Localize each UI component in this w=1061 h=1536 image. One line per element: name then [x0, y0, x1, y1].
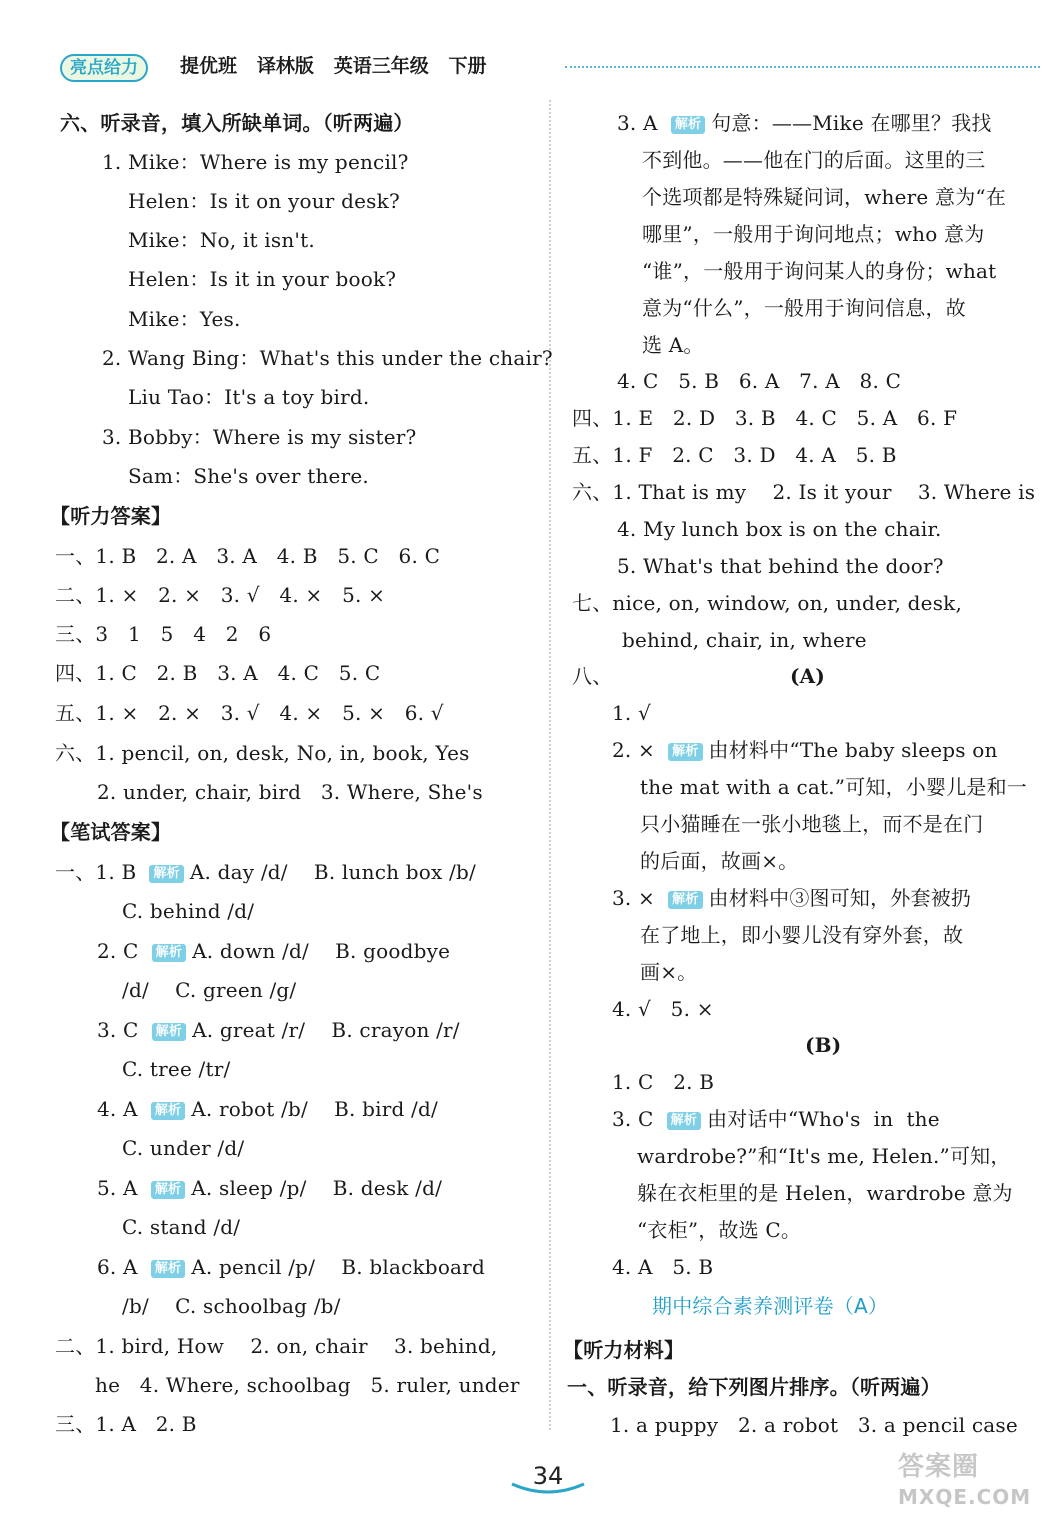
line-text: 五、1. × 2. × 3. √ 4. × 5. × 6. √ — [55, 701, 444, 725]
line-text: (B) — [805, 1033, 842, 1057]
right-line — [612, 700, 651, 726]
left-line — [97, 779, 483, 805]
line-text: 4. My lunch box is on the chair. — [617, 517, 942, 541]
analysis-tag: 解析 — [152, 1023, 186, 1041]
right-line — [642, 295, 966, 321]
left-line — [122, 977, 296, 1003]
right-line — [572, 479, 1035, 505]
left-line — [128, 306, 241, 332]
analysis-text: A. pencil /p/ B. blackboard — [191, 1255, 485, 1279]
left-line — [55, 543, 440, 569]
line-text: 期中综合素养测评卷（A） — [652, 1294, 889, 1318]
left-line — [97, 1017, 460, 1043]
right-line — [563, 1337, 684, 1363]
line-text: 选 A。 — [642, 333, 704, 357]
line-text: 2. Wang Bing：What's this under the chair? — [102, 346, 553, 370]
right-line — [612, 996, 714, 1022]
line-text: 4. A 5. B — [612, 1255, 714, 1279]
line-text: 4. A — [97, 1097, 138, 1121]
right-line — [637, 1143, 1011, 1169]
line-text: 5. What's that behind the door? — [617, 554, 944, 578]
right-line — [790, 663, 825, 689]
line-text: Helen：Is it in your book? — [128, 267, 397, 291]
right-line — [572, 405, 957, 431]
line-text: 哪里”，一般用于询问地点；who 意为 — [642, 222, 985, 246]
line-text: C. under /d/ — [122, 1136, 245, 1160]
right-line — [640, 959, 697, 985]
line-text: 二、1. bird, How 2. on, chair 3. behind, — [55, 1334, 498, 1358]
line-text: 【笔试答案】 — [50, 820, 172, 844]
line-text: 六、1. That is my 2. Is it your 3. Where is — [572, 480, 1036, 504]
analysis-tag: 解析 — [668, 891, 702, 909]
analysis-tag: 解析 — [671, 116, 705, 134]
analysis-tag: 解析 — [152, 944, 186, 962]
right-line — [642, 147, 985, 173]
line-text: 2. × — [612, 738, 655, 762]
right-line — [612, 737, 998, 763]
line-text: 不到他。——他在门的后面。这里的三 — [642, 148, 986, 172]
analysis-text: A. sleep /p/ B. desk /d/ — [191, 1176, 443, 1200]
right-line — [610, 1412, 1018, 1438]
line-text: 1. √ — [612, 701, 651, 725]
left-line — [128, 188, 400, 214]
right-line — [642, 332, 704, 358]
right-line — [642, 184, 1006, 210]
line-text: 个选项都是特殊疑问词，where 意为“在 — [642, 185, 1007, 209]
right-line — [642, 221, 984, 247]
left-line — [122, 1214, 240, 1240]
line-text: 五、1. F 2. C 3. D 4. A 5. B — [572, 443, 897, 467]
line-text: behind, chair, in, where — [622, 628, 867, 652]
left-line — [50, 819, 171, 845]
left-line — [55, 859, 476, 885]
left-line — [122, 1135, 244, 1161]
analysis-tag: 解析 — [149, 865, 183, 883]
analysis-text: 由材料中“The baby sleeps on — [708, 738, 998, 762]
right-line — [572, 590, 962, 616]
line-text: 的后面，故画×。 — [640, 849, 799, 873]
left-line — [122, 1056, 230, 1082]
line-text: C. behind /d/ — [122, 899, 255, 923]
line-text: wardrobe?”和“It's me, Helen.”可知， — [637, 1144, 1011, 1168]
right-line — [637, 1180, 1013, 1206]
left-line — [122, 898, 254, 924]
right-line — [617, 516, 942, 542]
line-text: 六、听录音，填入所缺单词。（听两遍） — [60, 111, 414, 135]
line-text: 一、1. B — [55, 860, 137, 884]
right-line — [640, 811, 983, 837]
line-text: C. stand /d/ — [122, 1215, 241, 1239]
line-text: 只小猫睡在一张小地毯上，而不是在门 — [640, 812, 984, 836]
analysis-text: 由对话中“Who's in the — [707, 1107, 940, 1131]
line-text: 四、1. C 2. B 3. A 4. C 5. C — [55, 661, 381, 685]
line-text: 1. a puppy 2. a robot 3. a pencil case — [610, 1413, 1018, 1437]
analysis-tag: 解析 — [667, 1112, 701, 1130]
line-text: 3. C — [97, 1018, 139, 1042]
right-line — [617, 553, 944, 579]
line-text: he 4. Where, schoolbag 5. ruler, under — [95, 1373, 520, 1397]
line-text: “谁”，一般用于询问某人的身份；what — [642, 259, 997, 283]
left-line — [102, 345, 553, 371]
analysis-text: 句意：——Mike 在哪里？我找 — [711, 111, 992, 135]
right-line — [622, 627, 867, 653]
line-text: Helen：Is it on your desk? — [128, 189, 400, 213]
right-line — [612, 1254, 713, 1280]
line-text: 3. × — [612, 886, 655, 910]
analysis-tag: 解析 — [151, 1181, 185, 1199]
left-line — [55, 582, 385, 608]
left-line — [128, 384, 369, 410]
left-line — [128, 227, 315, 253]
line-text: 二、1. × 2. × 3. √ 4. × 5. × — [55, 583, 386, 607]
right-line — [652, 1293, 888, 1319]
left-line — [60, 110, 414, 136]
line-text: Mike：Yes. — [128, 307, 241, 331]
series-badge: 亮点给力 — [60, 54, 148, 82]
line-text: 意为“什么”，一般用于询问信息，故 — [642, 296, 966, 320]
line-text: “衣柜”，故选 C。 — [637, 1218, 802, 1242]
right-line — [642, 258, 996, 284]
left-line — [102, 149, 409, 175]
line-text: 1. C 2. B — [612, 1070, 715, 1094]
left-line — [55, 740, 470, 766]
line-text: 三、1. A 2. B — [55, 1412, 197, 1436]
line-text: 【听力材料】 — [563, 1338, 685, 1362]
line-text: /b/ C. schoolbag /b/ — [122, 1294, 341, 1318]
line-text: 1. Mike：Where is my pencil? — [102, 150, 409, 174]
line-text: 四、1. E 2. D 3. B 4. C 5. A 6. F — [572, 406, 958, 430]
left-line — [128, 266, 396, 292]
line-text: Liu Tao：It's a toy bird. — [128, 385, 370, 409]
right-line — [640, 848, 798, 874]
left-line — [122, 1293, 341, 1319]
header-title: 提优班 译林版 英语三年级 下册 — [180, 55, 487, 77]
right-line — [617, 110, 992, 136]
analysis-text: 由材料中③图可知，外套被扔 — [708, 886, 972, 910]
analysis-text: A. robot /b/ B. bird /d/ — [191, 1097, 438, 1121]
right-line — [572, 442, 897, 468]
analysis-tag: 解析 — [668, 743, 702, 761]
line-text: 2. C — [97, 939, 139, 963]
column-divider — [549, 100, 551, 1430]
line-text: 4. C 5. B 6. A 7. A 8. C — [617, 369, 902, 393]
line-text: (A) — [790, 664, 826, 688]
right-line — [640, 774, 1027, 800]
right-line — [612, 885, 971, 911]
left-line — [50, 503, 171, 529]
left-line — [97, 1096, 438, 1122]
line-text: 在了地上，即小婴儿没有穿外套，故 — [640, 923, 964, 947]
right-line — [617, 368, 901, 394]
line-text: 3. Bobby：Where is my sister? — [102, 425, 417, 449]
left-line — [128, 463, 369, 489]
line-text: C. tree /tr/ — [122, 1057, 231, 1081]
left-line — [95, 1372, 520, 1398]
line-text: 一、1. B 2. A 3. A 4. B 5. C 6. C — [55, 544, 441, 568]
header-rule — [565, 66, 1040, 68]
line-text: 5. A — [97, 1176, 138, 1200]
page-number: 34 — [532, 1462, 564, 1490]
analysis-text: A. great /r/ B. crayon /r/ — [192, 1018, 460, 1042]
left-line — [97, 1254, 485, 1280]
line-text: 六、1. pencil, on, desk, No, in, book, Yes — [55, 741, 470, 765]
line-text: 4. √ 5. × — [612, 997, 714, 1021]
line-text: 画×。 — [640, 960, 698, 984]
line-text: 躲在衣柜里的是 Helen，wardrobe 意为 — [637, 1181, 1013, 1205]
line-text: 八、 — [572, 664, 613, 688]
left-line — [97, 938, 450, 964]
right-line — [612, 1069, 714, 1095]
line-text: 七、nice, on, window, on, under, desk, — [572, 591, 963, 615]
page-header — [60, 52, 1040, 84]
left-line — [55, 660, 380, 686]
analysis-tag: 解析 — [151, 1102, 185, 1120]
right-line — [572, 663, 612, 689]
left-line — [55, 621, 271, 647]
line-text: 6. A — [97, 1255, 138, 1279]
right-line — [640, 922, 963, 948]
analysis-text: A. down /d/ B. goodbye — [192, 939, 451, 963]
line-text: 3. C — [612, 1107, 654, 1131]
line-text: /d/ C. green /g/ — [122, 978, 297, 1002]
line-text: 一、听录音，给下列图片排序。（听两遍） — [567, 1375, 941, 1399]
left-line — [102, 424, 416, 450]
line-text: the mat with a cat.”可知，小婴儿是和一 — [640, 775, 1028, 799]
left-line — [55, 1411, 197, 1437]
left-line — [97, 1175, 442, 1201]
line-text: 三、3 1 5 4 2 6 — [55, 622, 272, 646]
line-text: 2. under, chair, bird 3. Where, She's — [97, 780, 483, 804]
left-line — [55, 700, 444, 726]
left-line — [55, 1333, 497, 1359]
watermark-logo: 答案圈 MXQE.COM — [898, 1452, 1032, 1509]
right-line — [612, 1106, 940, 1132]
right-line — [567, 1374, 941, 1400]
analysis-text: A. day /d/ B. lunch box /b/ — [189, 860, 476, 884]
line-text: 【听力答案】 — [50, 504, 172, 528]
line-text: Sam：She's over there. — [128, 464, 369, 488]
right-line — [805, 1032, 841, 1058]
right-line — [637, 1217, 801, 1243]
line-text: Mike：No, it isn't. — [128, 228, 315, 252]
analysis-tag: 解析 — [151, 1260, 185, 1278]
line-text: 3. A — [617, 111, 658, 135]
